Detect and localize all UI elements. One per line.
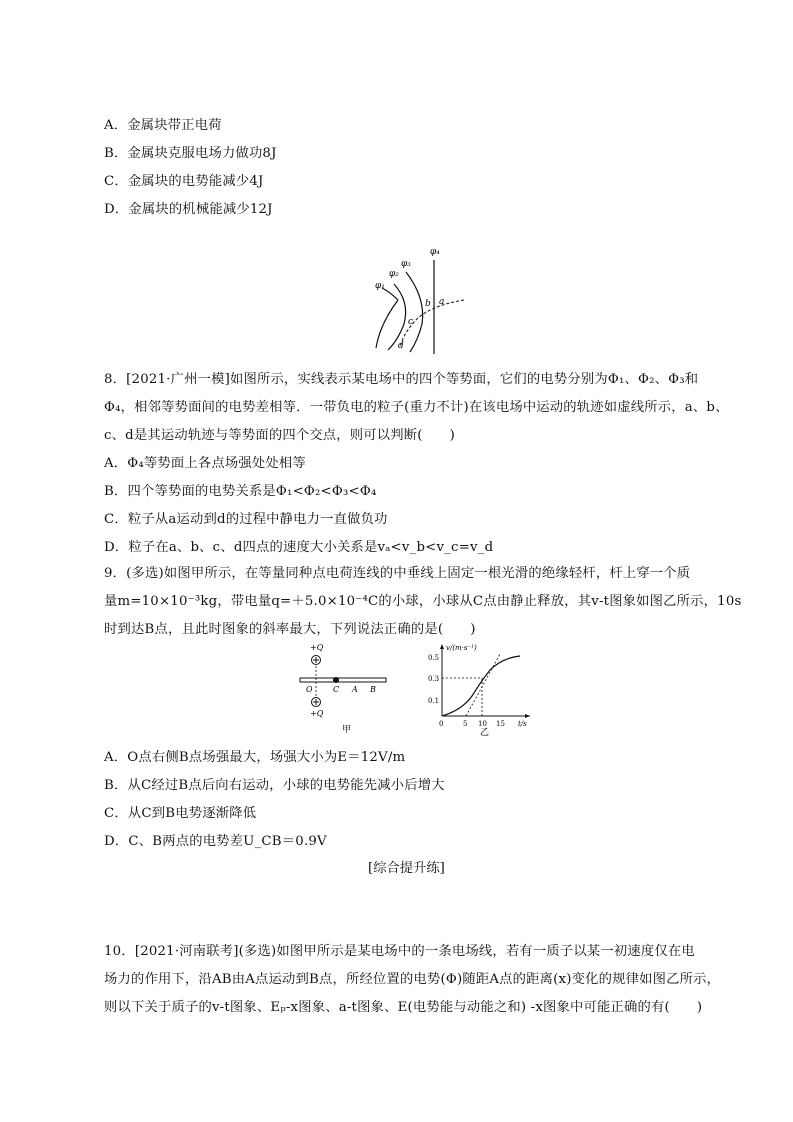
q9-option-d: D．C、B两点的电势差U_CB＝0.9V	[104, 834, 327, 849]
q10-stem-line2: 场力的作用下，沿AB由A点运动到B点，所经位置的电势(Φ)随距A点的距离(x)变化的规律如图乙所示，	[104, 972, 721, 987]
equipotential-phi1	[376, 300, 398, 348]
plus-q-top-label: +Q	[310, 643, 324, 652]
label-phi2: φ₂	[389, 269, 399, 279]
label-phi4: φ₄	[430, 247, 440, 257]
q9-stem-line3: 时到达B点，且此时图象的斜率最大，下列说法正确的是( )	[104, 622, 476, 637]
figure-jia	[296, 640, 396, 736]
x-axis-label: t/s	[518, 720, 527, 728]
q8-stem-line3: c、d是其运动轨迹与等势面的四个交点，则可以判断( )	[104, 428, 456, 443]
tangent-line	[466, 654, 500, 716]
q7-option-a: A．金属块带正电荷	[104, 118, 222, 133]
xtick-5: 5	[463, 720, 468, 728]
q9-stem-line1: 9．(多选)如图甲所示，在等量同种点电荷连线的中垂线上固定一根光滑的绝缘轻杆，杆上穿一个质	[104, 566, 691, 581]
ytick-0-1: 0.1	[428, 697, 440, 705]
q9-option-b: B．从C经过B点后向右运动，小球的电势能先减小后增大	[104, 778, 445, 793]
equipotential-figure	[368, 244, 468, 356]
q9-option-c: C．从C到B电势逐渐降低	[104, 806, 257, 821]
q8-option-d: D．粒子在a、b、c、d四点的速度大小关系是vₐ<v_b<v_c=v_d	[104, 540, 494, 555]
q8-stem-line2: Φ₄，相邻等势面间的电势差相等．一带负电的粒子(重力不计)在该电场中运动的轨迹如虚线所示，a、b、	[104, 400, 729, 415]
ytick-0-3: 0.3	[428, 675, 440, 683]
point-b-label: B	[370, 685, 376, 694]
plus-q-bottom-label: +Q	[310, 709, 324, 718]
q8-option-a: A．Φ₄等势面上各点场强处处相等	[104, 456, 306, 471]
point-c-label: C	[333, 685, 340, 694]
q7-option-d: D．金属块的机械能减少12J	[104, 202, 273, 217]
xtick-15: 15	[496, 720, 505, 728]
label-phi3: φ₃	[401, 259, 411, 269]
label-a: a	[439, 297, 445, 307]
q8-stem-line1: 8．[2021·广州一模]如图所示，实线表示某电场中的四个等势面，它们的电势分别为Φ₁、Φ₂、Φ₃和	[104, 372, 699, 387]
section-title: [综合提升练]	[368, 861, 445, 876]
figure-yi-vt-graph	[426, 640, 536, 736]
q9-stem-line2: 量m=10×10⁻³kg，带电量q=＋5.0×10⁻⁴C的小球，小球从C点由静止释放，其v-t图象如图乙所示，10s	[104, 594, 742, 609]
q8-option-b: B．四个等势面的电势关系是Φ₁<Φ₂<Φ₃<Φ₄	[104, 484, 377, 499]
label-b: b	[425, 299, 431, 309]
small-ball	[333, 677, 339, 683]
q8-option-c: C．粒子从a运动到d的过程中静电力一直做负功	[104, 512, 388, 527]
y-axis-label: v/(m·s⁻¹)	[446, 644, 477, 652]
label-c: c	[408, 317, 414, 327]
equipotential-phi3	[406, 272, 423, 352]
q10-stem-line1: 10．[2021·河南联考](多选)如图甲所示是某电场中的一条电场线，若有一质子以某一初速度仅在电	[104, 944, 695, 959]
label-d: d	[398, 341, 404, 351]
xtick-0: 0	[439, 720, 444, 728]
xtick-10: 10	[478, 720, 487, 728]
vt-curve	[442, 656, 520, 716]
q7-option-c: C．金属块的电势能减少4J	[104, 174, 264, 189]
label-phi1: φ₁	[375, 281, 385, 291]
point-o-label: O	[306, 685, 313, 694]
q9-option-a: A．O点右侧B点场强最大，场强大小为E＝12V/m	[104, 750, 406, 765]
point-a-label: A	[352, 685, 358, 694]
q7-option-b: B．金属块克服电场力做功8J	[104, 146, 277, 161]
figure-jia-caption: 甲	[342, 725, 352, 735]
ytick-0-5: 0.5	[428, 654, 440, 662]
q10-stem-line3: 则以下关于质子的v-t图象、Eₚ-x图象、a-t图象、E(电势能与动能之和) -x图象中可能正确的有( )	[104, 1000, 703, 1015]
insulating-rod	[300, 678, 386, 682]
figure-yi-caption: 乙	[480, 728, 490, 736]
